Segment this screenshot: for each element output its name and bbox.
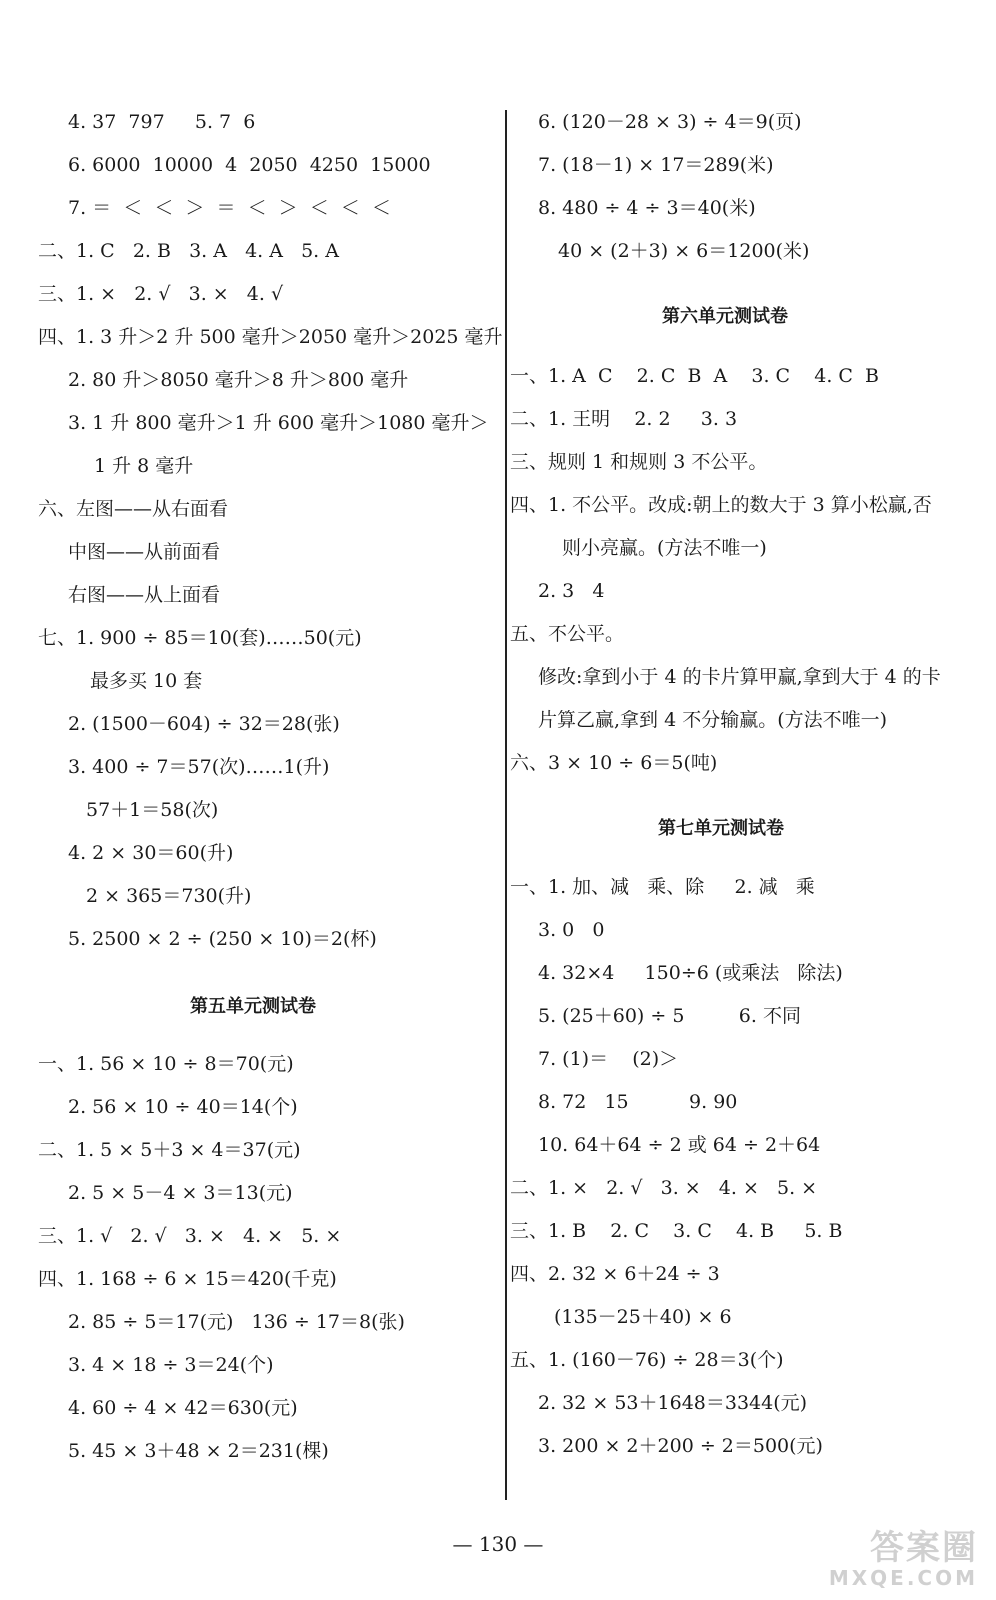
answer-line: 一、1. A C 2. C B A 3. C 4. C B — [510, 365, 879, 387]
answer-line: 4. 60 ÷ 4 × 42＝630(元) — [68, 1397, 298, 1419]
answer-line: 四、2. 32 × 6＋24 ÷ 3 — [510, 1263, 720, 1285]
answer-line: 则小亮赢。(方法不唯一) — [562, 537, 767, 559]
answer-line: 7. (18－1) × 17＝289(米) — [538, 154, 774, 176]
answer-line: 一、1. 56 × 10 ÷ 8＝70(元) — [38, 1053, 294, 1075]
watermark-top-text: 答案圈 — [870, 1528, 978, 1568]
answer-line: 3. 4 × 18 ÷ 3＝24(个) — [68, 1354, 274, 1376]
answer-line: 四、1. 168 ÷ 6 × 15＝420(千克) — [38, 1268, 337, 1290]
answer-line: 五、1. (160－76) ÷ 28＝3(个) — [510, 1349, 784, 1371]
answer-line: 2 × 365＝730(升) — [86, 885, 252, 907]
answer-line: 2. 3 4 — [538, 580, 605, 602]
column-divider — [505, 110, 507, 1500]
answer-line: (135－25＋40) × 6 — [554, 1306, 732, 1328]
answer-line: 7. (1)＝ (2)＞ — [538, 1048, 679, 1070]
answer-line: 右图——从上面看 — [68, 584, 221, 606]
watermark-logo — [778, 1520, 978, 1592]
answer-line: 3. 200 × 2＋200 ÷ 2＝500(元) — [538, 1435, 823, 1457]
answer-line: 六、3 × 10 ÷ 6＝5(吨) — [510, 752, 718, 774]
answer-line: 三、1. B 2. C 3. C 4. B 5. B — [510, 1220, 843, 1242]
answer-line: 二、1. C 2. B 3. A 4. A 5. A — [38, 240, 339, 262]
answer-line: 3. 0 0 — [538, 919, 605, 941]
answer-line: 3. 400 ÷ 7＝57(次)……1(升) — [68, 756, 330, 778]
answer-line: 57＋1＝58(次) — [86, 799, 219, 821]
answer-line: 4. 32×4 150÷6 (或乘法 除法) — [538, 962, 843, 984]
answer-line: 修改:拿到小于 4 的卡片算甲赢,拿到大于 4 的卡 — [538, 666, 941, 688]
answer-line: 七、1. 900 ÷ 85＝10(套)……50(元) — [38, 627, 362, 649]
answer-line: 三、1. × 2. √ 3. × 4. √ — [38, 283, 284, 305]
answer-line: 1 升 8 毫升 — [94, 455, 194, 477]
answer-line: 4. 37 797 5. 7 6 — [68, 111, 256, 133]
answer-line: 三、1. √ 2. √ 3. × 4. × 5. × — [38, 1225, 342, 1247]
answer-line: 四、1. 3 升＞2 升 500 毫升＞2050 毫升＞2025 毫升 — [38, 326, 503, 348]
answer-line: 6. (120－28 × 3) ÷ 4＝9(页) — [538, 111, 802, 133]
answer-line: 8. 72 15 9. 90 — [538, 1091, 738, 1113]
answer-line: 2. 80 升＞8050 毫升＞8 升＞800 毫升 — [68, 369, 409, 391]
answer-line: 二、1. × 2. √ 3. × 4. × 5. × — [510, 1177, 818, 1199]
answer-line: 5. 2500 × 2 ÷ (250 × 10)＝2(杯) — [68, 928, 377, 950]
answer-line: 6. 6000 10000 4 2050 4250 15000 — [68, 154, 431, 176]
answer-line: 2. 56 × 10 ÷ 40＝14(个) — [68, 1096, 298, 1118]
answer-line: 8. 480 ÷ 4 ÷ 3＝40(米) — [538, 197, 756, 219]
answer-line: 2. 5 × 5－4 × 3＝13(元) — [68, 1182, 293, 1204]
answer-line: 10. 64＋64 ÷ 2 或 64 ÷ 2＋64 — [538, 1134, 821, 1156]
section-title: 第五单元测试卷 — [190, 996, 316, 1017]
answer-line: 三、规则 1 和规则 3 不公平。 — [510, 451, 768, 473]
answer-line: 2. 32 × 53＋1648＝3344(元) — [538, 1392, 808, 1414]
answer-line: 2. 85 ÷ 5＝17(元) 136 ÷ 17＝8(张) — [68, 1311, 405, 1333]
answer-line: 二、1. 5 × 5＋3 × 4＝37(元) — [38, 1139, 301, 1161]
answer-line: 中图——从前面看 — [68, 541, 221, 563]
answer-line: 3. 1 升 800 毫升＞1 升 600 毫升＞1080 毫升＞ — [68, 412, 489, 434]
answer-line: 4. 2 × 30＝60(升) — [68, 842, 234, 864]
watermark-bottom-text: MXQE.COM — [828, 1566, 978, 1590]
answer-line: 40 × (2＋3) × 6＝1200(米) — [558, 240, 810, 262]
answer-line: 片算乙赢,拿到 4 不分输赢。(方法不唯一) — [538, 709, 888, 731]
section-title: 第六单元测试卷 — [662, 306, 788, 327]
answer-line: 最多买 10 套 — [90, 670, 203, 692]
answer-line: 四、1. 不公平。改成:朝上的数大于 3 算小松赢,否 — [510, 494, 932, 516]
answer-line: 5. 45 × 3＋48 × 2＝231(棵) — [68, 1440, 329, 1462]
answer-line: 一、1. 加、减 乘、除 2. 减 乘 — [510, 876, 815, 898]
answer-line: 2. (1500－604) ÷ 32＝28(张) — [68, 713, 340, 735]
section-title: 第七单元测试卷 — [658, 818, 784, 839]
answer-line: 7. ＝ ＜ ＜ ＞ ＝ ＜ ＞ ＜ ＜ ＜ — [68, 197, 391, 219]
answer-line: 二、1. 王明 2. 2 3. 3 — [510, 408, 738, 430]
answer-line: 5. (25＋60) ÷ 5 6. 不同 — [538, 1005, 801, 1027]
answer-line: 五、不公平。 — [510, 623, 625, 645]
page-number: — 130 — — [452, 1532, 544, 1556]
answer-line: 六、左图——从右面看 — [38, 498, 229, 520]
